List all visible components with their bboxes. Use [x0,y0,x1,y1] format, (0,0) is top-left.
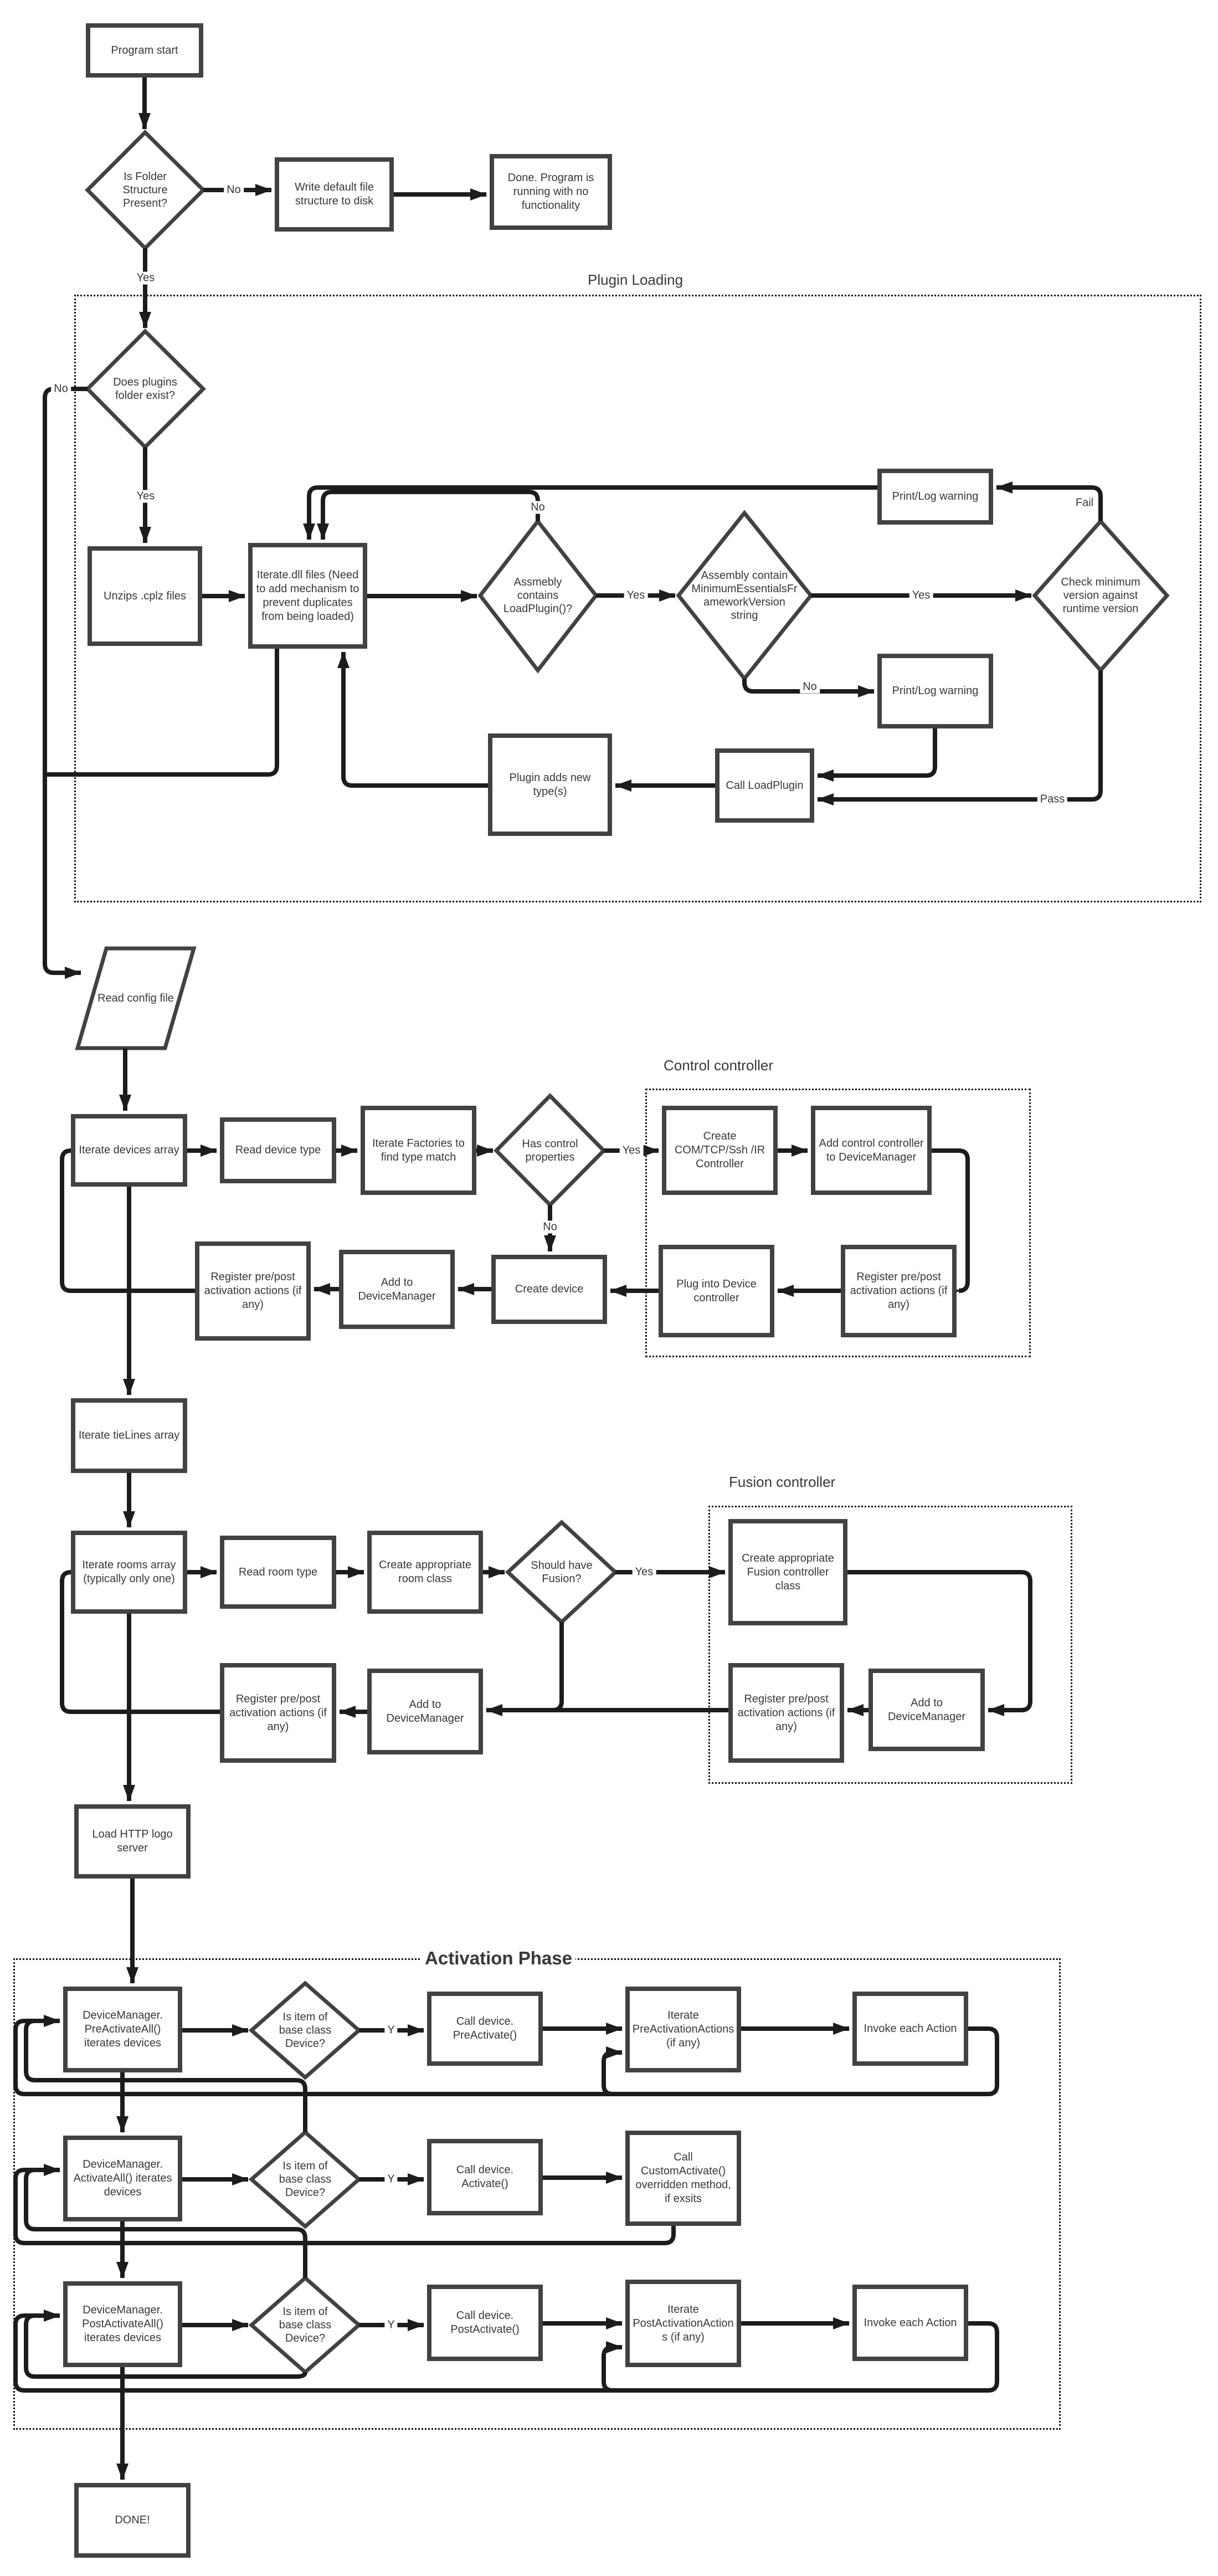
node-check-minimum-diamond: Check minimum version against runtime version [1061,576,1140,615]
connector-loadplugin-no-loop [323,492,538,540]
node-print-log-warning-1: Print/Log warning [877,469,993,525]
node-iterate-dll: Iterate.dll files (Need to add mechanism to prevent duplicates from being loaded) [248,543,367,649]
node-iterate-devices: Iterate devices array [71,1114,187,1187]
edge-label-y-row2: Y [384,2173,397,2186]
node-is-device-1-diamond: Is item of base class Device? [279,2011,332,2050]
node-create-device: Create device [491,1255,607,1324]
connector-printlog1-loop [309,488,877,540]
node-register-actions-ctrl: Register pre/post activation actions (if any) [841,1245,957,1337]
node-register-actions-fusion: Register pre/post activation actions (if any) [728,1663,844,1763]
section-label-fusion-controller: Fusion controller [726,1474,839,1491]
node-invoke-each-action-1: Invoke each Action [852,1992,968,2066]
edge-label-hascontrol-yes: Yes [620,1145,644,1157]
node-plugin-adds-types: Plugin adds new type(s) [488,733,612,836]
node-call-postactivate: Call device. PostActivate() [427,2285,543,2361]
edge-label-pass: Pass [1037,793,1067,806]
node-iterate-tielines: Iterate tieLines array [71,1398,187,1473]
node-should-fusion-diamond: Should have Fusion? [531,1559,593,1585]
edge-label-plugins-no: No [51,383,71,396]
section-label-plugin-loading: Plugin Loading [584,271,686,289]
edge-label-fail: Fail [1073,497,1096,510]
node-activateall: DeviceManager. ActivateAll() iterates devices [63,2136,182,2221]
edge-label-folder-no: No [224,184,244,197]
connector-fusion-no [553,1622,562,1710]
node-preactivateall: DeviceManager. PreActivateAll() iterates devices [63,1987,182,2072]
node-write-default: Write default file structure to disk [275,157,394,232]
edge-label-fusion-yes: Yes [633,1566,656,1579]
node-call-activate: Call device. Activate() [427,2139,543,2215]
edge-label-folder-yes: Yes [134,272,158,285]
node-program-start: Program start [86,23,203,78]
node-register-actions-dev: Register pre/post activation actions (if any) [195,1241,311,1341]
edge-label-y-row3: Y [384,2319,397,2332]
node-iterate-postactivationactions: Iterate PostActivationActions (if any) [625,2280,741,2367]
node-create-com-controller: Create COM/TCP/Ssh /IR Controller [662,1106,778,1195]
connector-printlog2-to-call [818,728,935,776]
node-create-fusion-controller: Create appropriate Fusion controller class [728,1519,847,1625]
node-print-log-warning-2: Print/Log warning [877,654,993,728]
edge-label-loadplugin-no: No [528,501,548,514]
node-done-no-functionality: Done. Program is running with no functionality [490,154,612,230]
node-has-control-diamond: Has control properties [522,1138,578,1163]
connector-invoke3-hook [604,2347,622,2390]
edge-label-loadplugin-yes: Yes [624,589,648,602]
node-postactivateall: DeviceManager. PostActivateAll() iterates devices [63,2281,182,2367]
node-invoke-each-action-3: Invoke each Action [852,2285,968,2361]
edge-label-hascontrol-no: No [540,1221,560,1234]
connector-plugins-no-to-config [45,389,88,973]
node-add-to-dm-room: Add to DeviceManager [367,1669,483,1754]
edge-label-minimum-yes: Yes [909,589,933,602]
node-read-room-type: Read room type [220,1536,336,1609]
edge-label-minimum-no: No [800,681,820,694]
node-call-loadplugin: Call LoadPlugin [715,748,814,823]
node-is-device-3-diamond: Is item of base class Device? [279,2306,332,2344]
node-call-customactivate: Call CustomActivate() overridden method, if exsits [625,2131,741,2226]
node-add-control-controller: Add control controller to DeviceManager [811,1106,932,1195]
node-assembly-loadplugin-diamond: Assmebly contains LoadPlugin()? [503,576,573,615]
node-plugins-folder-diamond: Does plugins folder exist? [113,376,177,402]
node-read-config-file: Read config file [97,992,174,1004]
connector-invoke1-hook [604,2052,622,2094]
node-iterate-preactivationactions: Iterate PreActivationActions (if any) [625,1987,741,2072]
connector-iterdll-exit [45,649,277,774]
connector-plugadds-loop [343,652,488,786]
node-add-to-dm-fusion: Add to DeviceManager [868,1669,985,1751]
node-done: DONE! [74,2483,191,2558]
node-load-http-logo: Load HTTP logo server [74,1804,191,1879]
node-read-device-type: Read device type [220,1117,336,1183]
node-unzips-cplz: Unzips .cplz files [88,546,202,646]
node-call-preactivate: Call device. PreActivate() [427,1992,543,2066]
node-create-room-class: Create appropriate room class [367,1531,483,1614]
node-assembly-minimum-diamond: Assembly contain MinimumEssentialsFrameworkVersion string [691,569,798,622]
node-plug-into-device: Plug into Device controller [659,1245,774,1337]
node-iterate-factories: Iterate Factories to find type match [361,1106,476,1195]
edge-label-plugins-yes: Yes [134,490,158,503]
section-label-control-controller: Control controller [660,1057,777,1074]
node-add-to-dm-dev: Add to DeviceManager [339,1250,455,1329]
node-folder-structure-diamond: Is Folder Structure Present? [122,171,168,209]
node-register-actions-room: Register pre/post activation actions (if any) [220,1663,336,1763]
section-label-activation-phase: Activation Phase [422,1948,575,1969]
node-iterate-rooms: Iterate rooms array (typically only one) [71,1531,187,1614]
edge-label-y-row1: Y [384,2024,397,2037]
node-is-device-2-diamond: Is item of base class Device? [279,2160,332,2199]
